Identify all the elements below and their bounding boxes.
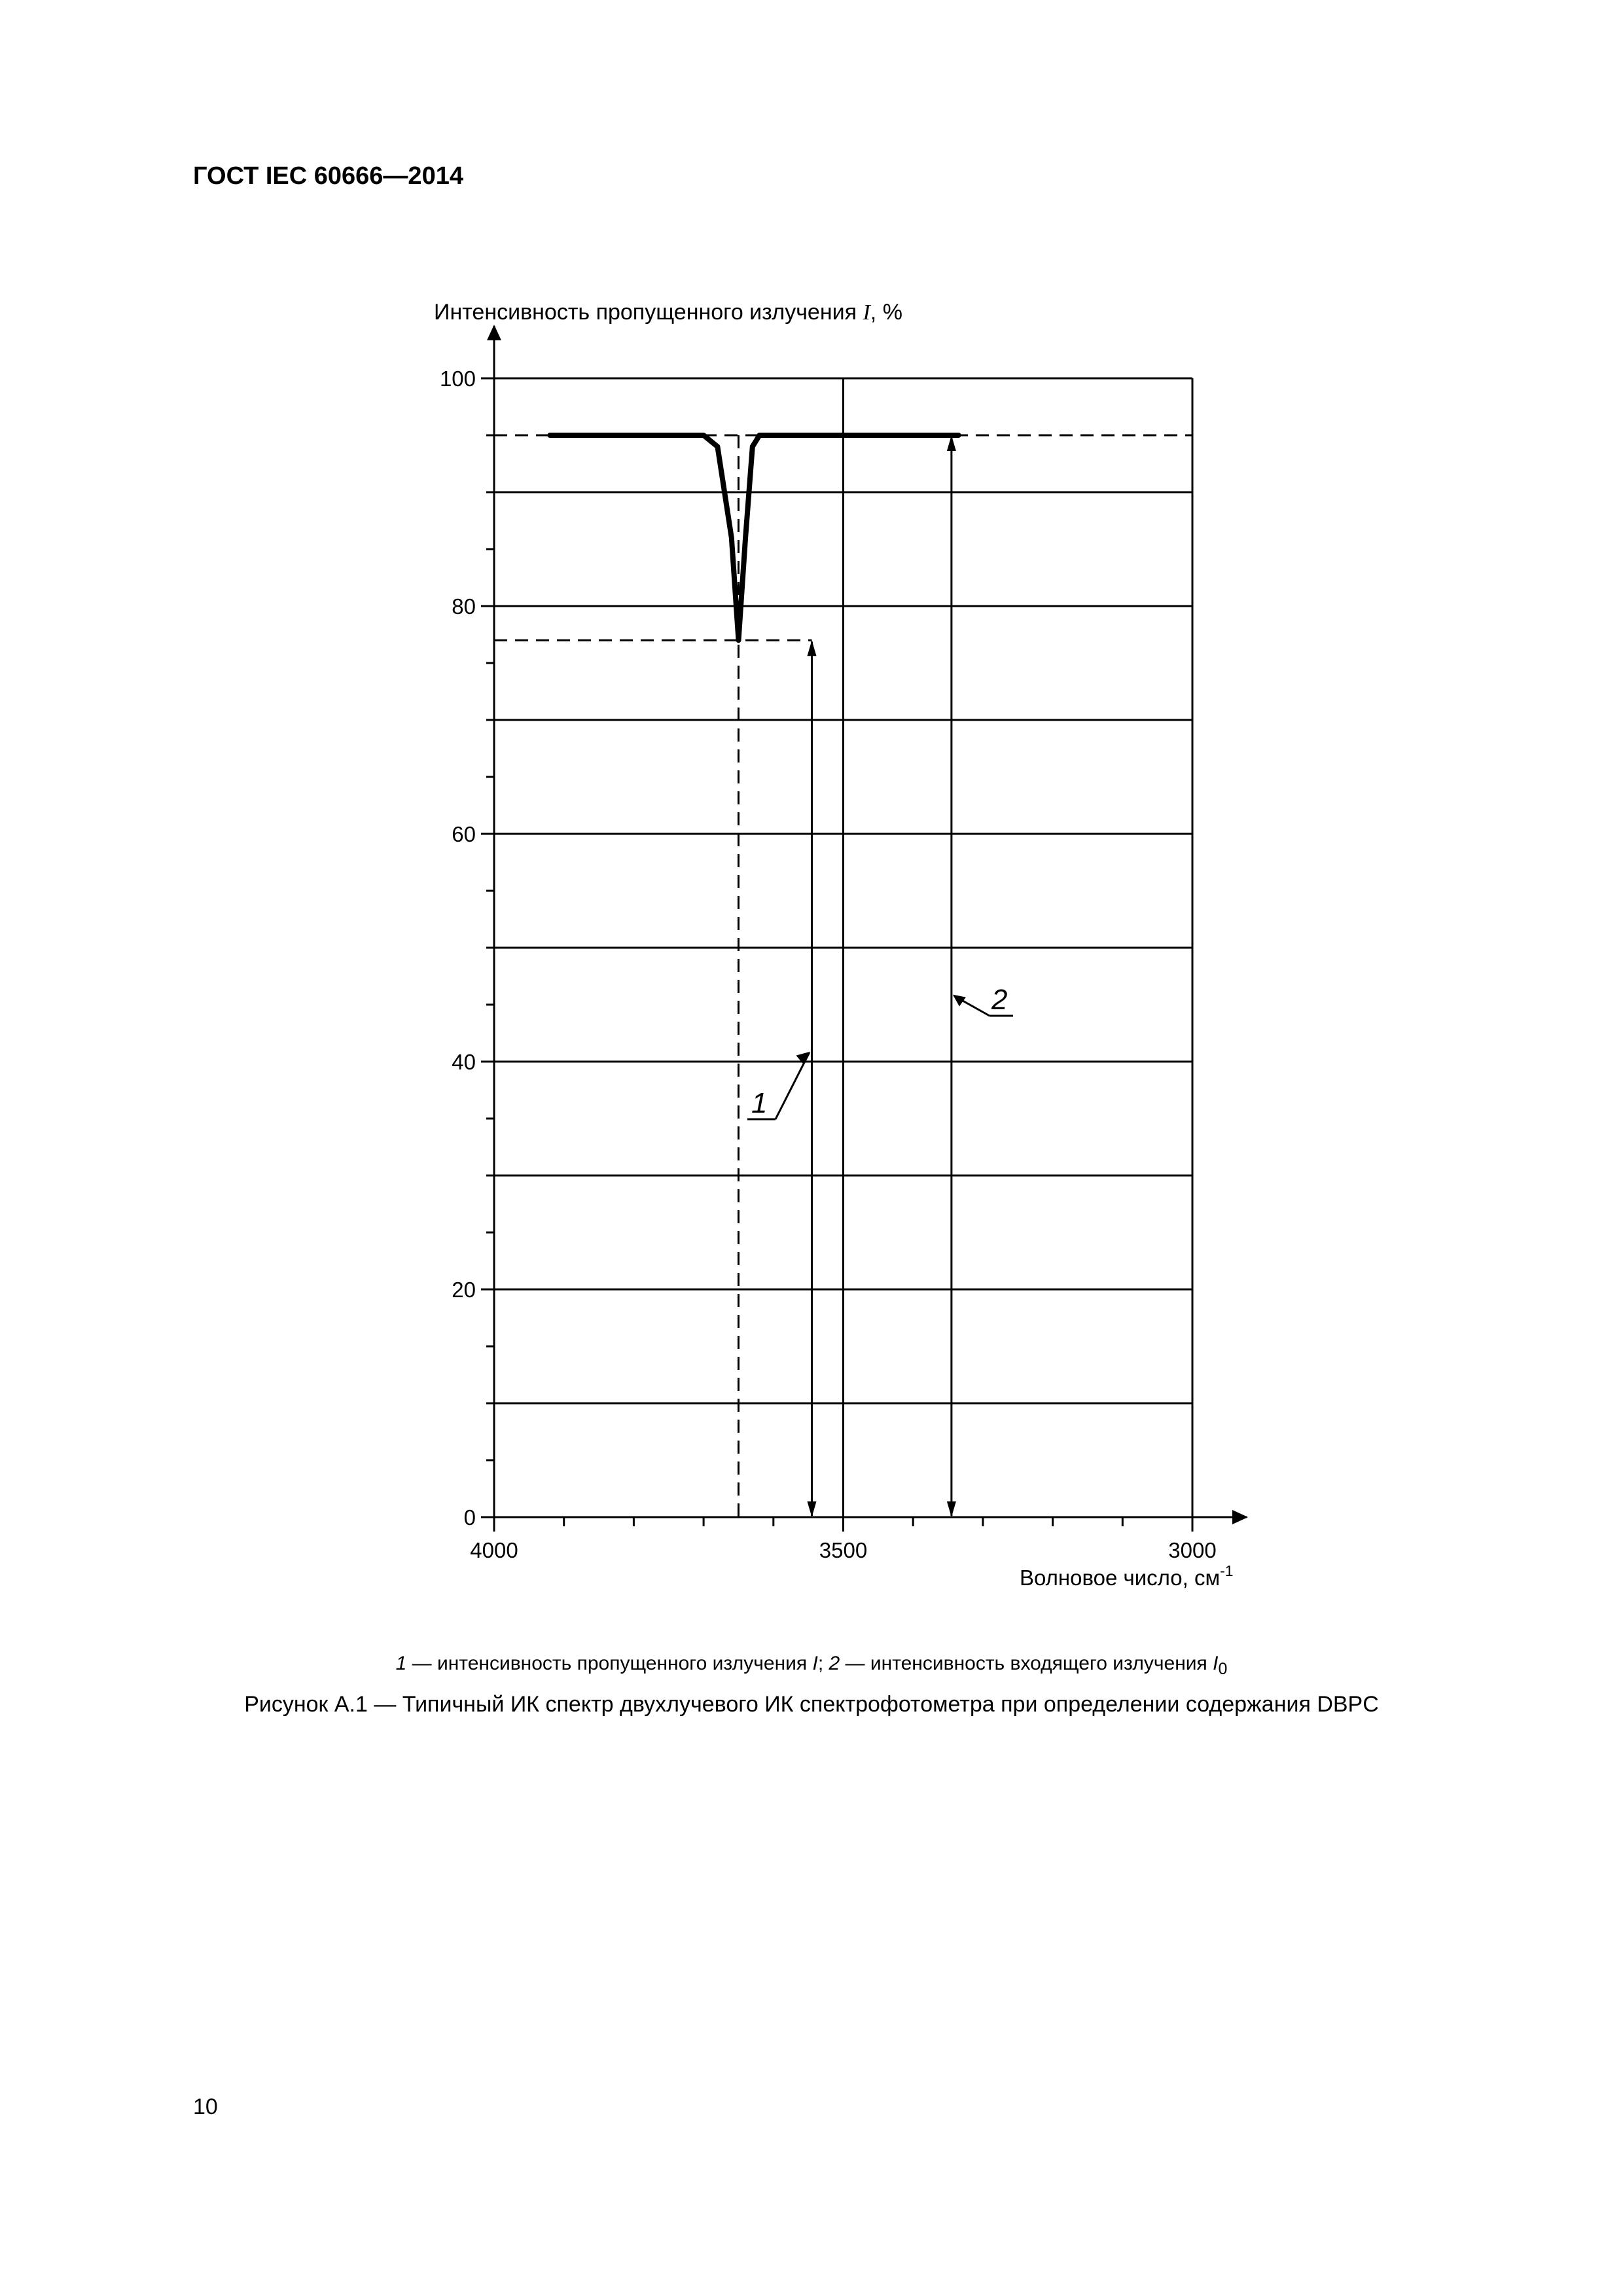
key-2-number: 2: [829, 1653, 840, 1674]
document-header: ГОСТ IEC 60666—2014: [193, 162, 463, 190]
page-number: 10: [193, 2094, 218, 2119]
key-separator: ;: [817, 1653, 829, 1674]
x-tick-label-3500: 3500: [819, 1538, 868, 1562]
x-tick-label-4000: 4000: [470, 1538, 518, 1562]
figure-caption: Рисунок А.1 — Типичный ИК спектр двухлучевого ИК спектрофотометра при определении содержания DBPC: [244, 1692, 1379, 1717]
y-tick-label-80: 80: [452, 594, 476, 619]
arrow-transmitted-intensity-head-top: [807, 640, 816, 656]
key-1-symbol: I: [812, 1653, 818, 1674]
key-1-text: — интенсивность пропущенного излучения: [406, 1653, 813, 1674]
y-tick-label-0: 0: [463, 1505, 476, 1530]
arrow-incident-intensity-head-bottom: [947, 1501, 956, 1517]
y-tick-label-40: 40: [452, 1050, 476, 1074]
y-tick-label-60: 60: [452, 822, 476, 846]
key-2-symbol: I: [1213, 1653, 1219, 1674]
label-1: 1: [751, 1087, 768, 1119]
y-axis-label: Интенсивность пропущенного излучения I, %: [434, 300, 902, 325]
y-tick-label-100: 100: [439, 367, 476, 391]
x-tick-label-3000: 3000: [1168, 1538, 1217, 1562]
label-2: 2: [991, 984, 1008, 1016]
spectrum-line: [550, 435, 958, 640]
figure-key-caption: [0, 1653, 1623, 1679]
key-1-number: 1: [395, 1653, 407, 1674]
key-2-subscript: 0: [1218, 1660, 1228, 1678]
y-tick-label-20: 20: [452, 1278, 476, 1302]
label-1-leader: [776, 1053, 809, 1119]
arrow-transmitted-intensity-head-bottom: [807, 1501, 816, 1517]
key-2-text: — интенсивность входящего излучения: [840, 1653, 1213, 1674]
x-axis-label: Волновое число, $см^{-1}$: [1020, 1562, 1234, 1590]
